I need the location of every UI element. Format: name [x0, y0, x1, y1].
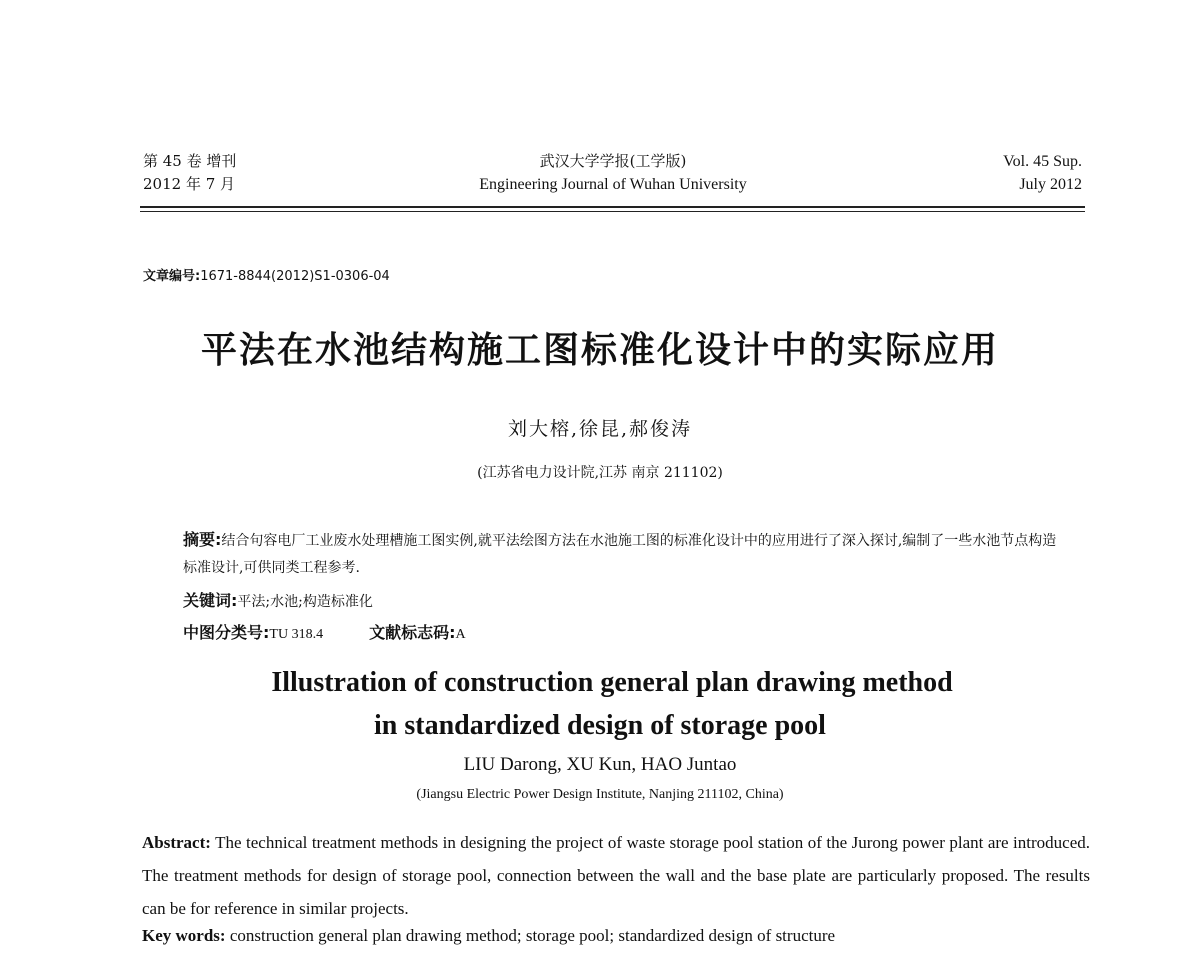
title-en-line1: Illustration of construction general plan drawing method — [271, 667, 953, 698]
keywords-cn — [183, 588, 373, 611]
abstract-en — [142, 826, 1090, 925]
title-cn: 平法在水池结构施工图标准化设计中的实际应用 — [200, 330, 999, 371]
abstract-cn — [183, 526, 1063, 582]
classification-cn — [183, 620, 466, 643]
affiliation-cn: (江苏省电力设计院,江苏 南京 211102) — [477, 465, 723, 481]
abstract-cn-text: 结合句容电厂工业废水处理槽施工图实例,就平法绘图方法在水池施工图的标准化设计中的应用进行了深入探讨,编制了一些水池节点构造标准设计,可供同类工程参考. — [183, 533, 1057, 576]
article-number-value: 1671-8844(2012)S1-0306-04 — [200, 269, 390, 284]
doc-code-label: 文献标志码: — [369, 623, 456, 642]
volume-issue: 第 45 卷 增刊 — [143, 152, 237, 170]
abstract-en-label: Abstract: — [142, 833, 211, 852]
authors-en: LIU Darong, XU Kun, HAO Juntao — [463, 754, 737, 775]
article-number — [143, 265, 390, 284]
header-rule-thin — [140, 211, 1085, 212]
abstract-cn-label: 摘要: — [183, 530, 222, 549]
issue-date-cn: 2012 年 7 月 — [143, 175, 236, 193]
journal-name-en: Engineering Journal of Wuhan University — [479, 176, 747, 193]
journal-volume-info-en — [1003, 150, 1082, 196]
affiliation-en: (Jiangsu Electric Power Design Institute, Nanjing 211102, China) — [416, 787, 784, 802]
authors-cn: 刘大榕,徐昆,郝俊涛 — [507, 418, 693, 440]
journal-name-cn: 武汉大学学报(工学版) — [539, 152, 687, 170]
abstract-en-text: The technical treatment methods in designing the project of waste storage pool station of the Jurong power plant are introduced. The treatment methods for design of storage pool, connection between the wall and the base plate are particularly proposed. The results can be for reference in similar projects. — [142, 833, 1090, 918]
keywords-cn-text: 平法;水池;构造标准化 — [237, 594, 373, 610]
volume-en: Vol. 45 Sup. — [1003, 153, 1082, 170]
class-number-label: 中图分类号: — [183, 623, 270, 642]
journal-volume-info — [143, 150, 236, 196]
title-en-line2: in standardized design of storage pool — [374, 710, 826, 741]
keywords-en — [142, 926, 835, 946]
keywords-cn-label: 关键词: — [183, 591, 238, 610]
keywords-en-label: Key words: — [142, 926, 226, 945]
doc-code-value: A — [455, 627, 466, 642]
keywords-en-text: construction general plan drawing method; storage pool; standardized design of structure — [225, 926, 836, 945]
header-rule-thick — [140, 206, 1085, 208]
class-number-value: TU 318.4 — [269, 627, 324, 642]
article-number-label: 文章编号: — [143, 269, 201, 284]
issue-date-en: July 2012 — [1019, 176, 1082, 193]
journal-name — [455, 150, 771, 196]
